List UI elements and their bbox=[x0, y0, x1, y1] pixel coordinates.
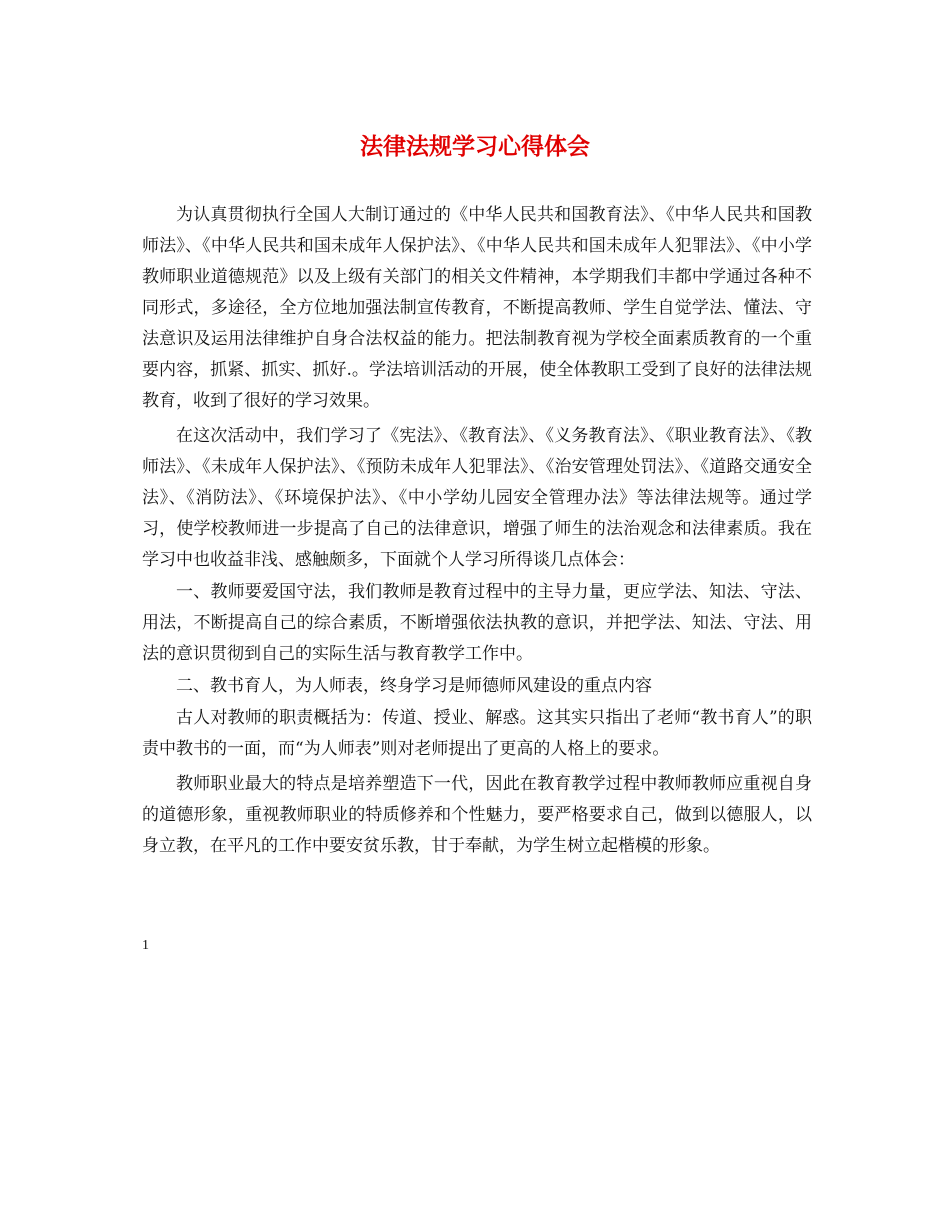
paragraph-point-two-heading: 二、教书育人，为人师表，终身学习是师德师风建设的重点内容 bbox=[176, 676, 652, 696]
page-number: 1 bbox=[142, 938, 149, 953]
paragraph-point-one: 一、教师要爱国守法，我们教师是教育过程中的主导力量，更应学法、知法、守法、用法，不断提高自己的综合素质，不断增强依法执教的意识，并把学法、知法、守法、用法的意识贯彻到自己的实际生活与教育教学工作中。 bbox=[142, 582, 812, 664]
document-title: 法律法规学习心得体会 bbox=[360, 133, 590, 160]
paragraph-laws-studied: 在这次活动中，我们学习了《宪法》、《教育法》、《义务教育法》、《职业教育法》、《教师法》、《未成年人保护法》、《预防未成年人犯罪法》、《治安管理处罚法》、《道路交通安全法》、《消防法》、《环境保护法》、《中小学幼儿园安全管理办法》等法律法规等。通过学习，使学校教师进一步提高了自己的法律意识，增强了师生的法治观念和法律素质。我在学习中也收益非浅、感触颇多，下面就个人学习所得谈几点体会： bbox=[142, 426, 812, 570]
document-body bbox=[142, 200, 812, 863]
paragraph-teacher-role-model: 教师职业最大的特点是培养塑造下一代，因此在教育教学过程中教师教师应重视自身的道德形象，重视教师职业的特质修养和个性魅力，要严格要求自己，做到以德服人，以身立教，在平凡的工作中要安贫乐教，甘于奉献，为学生树立起楷模的形象。 bbox=[142, 774, 812, 856]
paragraph-teacher-duties: 古人对教师的职责概括为：传道、授业、解惑。这其实只指出了老师“教书育人”的职责中教书的一面，而“为人师表”则对老师提出了更高的人格上的要求。 bbox=[142, 708, 812, 759]
paragraph-intro: 为认真贯彻执行全国人大制订通过的《中华人民共和国教育法》、《中华人民共和国教师法》、《中华人民共和国未成年人保护法》、《中华人民共和国未成年人犯罪法》、《中小学教师职业道德规范》以及上级有关部门的相关文件精神，本学期我们丰都中学通过各种不同形式，多途径，全方位地加强法制宣传教育，不断提高教师、学生自觉学法、懂法、守法意识及运用法律维护自身合法权益的能力。把法制教育视为学校全面素质教育的一个重要内容，抓紧、抓实、抓好.。学法培训活动的开展，使全体教职工受到了良好的法律法规教育，收到了很好的学习效果。 bbox=[142, 205, 812, 411]
